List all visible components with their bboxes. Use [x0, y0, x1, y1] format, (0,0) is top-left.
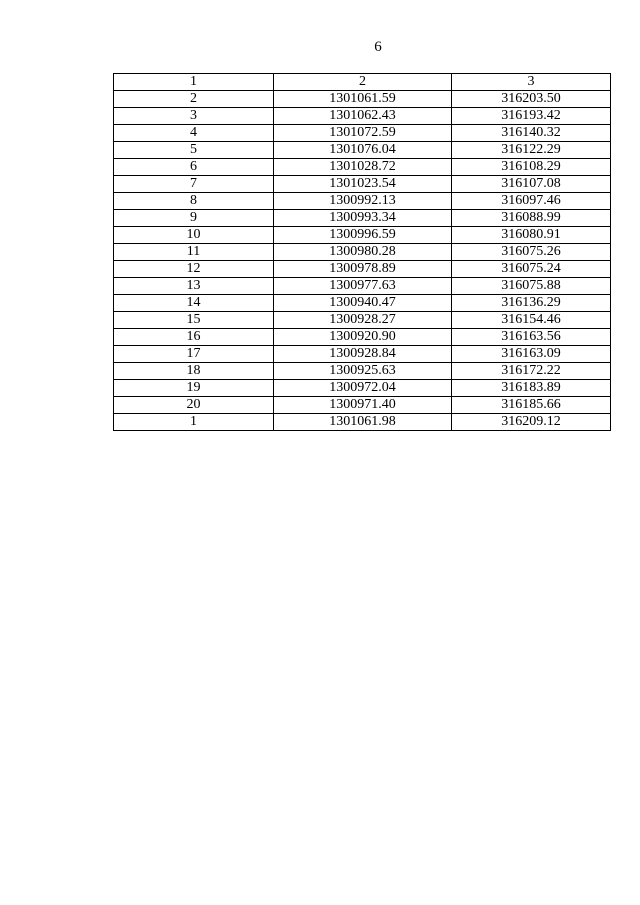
table-row: [114, 142, 611, 159]
table-row: [114, 380, 611, 397]
table-row: [114, 91, 611, 108]
y-coordinate-cell: 316172.22: [452, 363, 611, 380]
y-coordinate-cell: 316122.29: [452, 142, 611, 159]
point-number-cell: 9: [114, 210, 274, 227]
y-coordinate-cell: 316203.50: [452, 91, 611, 108]
point-number-cell: 18: [114, 363, 274, 380]
x-coordinate-cell: 1301061.98: [274, 414, 452, 431]
point-number-cell: 12: [114, 261, 274, 278]
table-row: [114, 244, 611, 261]
point-number-cell: 1: [114, 414, 274, 431]
point-number-cell: 17: [114, 346, 274, 363]
header-cell-point: 1: [114, 74, 274, 91]
x-coordinate-cell: 1300992.13: [274, 193, 452, 210]
coordinates-table: [113, 73, 611, 431]
table-row: [114, 210, 611, 227]
x-coordinate-cell: 1300940.47: [274, 295, 452, 312]
x-coordinate-cell: 1300928.27: [274, 312, 452, 329]
y-coordinate-cell: 316163.56: [452, 329, 611, 346]
point-number-cell: 10: [114, 227, 274, 244]
x-coordinate-cell: 1300972.04: [274, 380, 452, 397]
x-coordinate-cell: 1301072.59: [274, 125, 452, 142]
point-number-cell: 3: [114, 108, 274, 125]
y-coordinate-cell: 316107.08: [452, 176, 611, 193]
point-number-cell: 8: [114, 193, 274, 210]
y-coordinate-cell: 316193.42: [452, 108, 611, 125]
table-body: [114, 74, 611, 431]
point-number-cell: 2: [114, 91, 274, 108]
table-row: [114, 346, 611, 363]
header-cell-x: 2: [274, 74, 452, 91]
table-row: [114, 108, 611, 125]
point-number-cell: 5: [114, 142, 274, 159]
table-row: [114, 312, 611, 329]
y-coordinate-cell: 316185.66: [452, 397, 611, 414]
table-row: [114, 414, 611, 431]
table-row: [114, 125, 611, 142]
point-number-cell: 15: [114, 312, 274, 329]
y-coordinate-cell: 316140.32: [452, 125, 611, 142]
point-number-cell: 13: [114, 278, 274, 295]
table-row: [114, 278, 611, 295]
table-row: [114, 295, 611, 312]
table-row: [114, 329, 611, 346]
table-row: [114, 397, 611, 414]
y-coordinate-cell: 316108.29: [452, 159, 611, 176]
header-cell-y: 3: [452, 74, 611, 91]
page-number: 6: [374, 39, 382, 55]
table-header-row: [114, 74, 611, 91]
point-number-cell: 4: [114, 125, 274, 142]
table-row: [114, 227, 611, 244]
x-coordinate-cell: 1301076.04: [274, 142, 452, 159]
point-number-cell: 19: [114, 380, 274, 397]
table-row: [114, 159, 611, 176]
x-coordinate-cell: 1301061.59: [274, 91, 452, 108]
x-coordinate-cell: 1300996.59: [274, 227, 452, 244]
x-coordinate-cell: 1300971.40: [274, 397, 452, 414]
y-coordinate-cell: 316183.89: [452, 380, 611, 397]
point-number-cell: 16: [114, 329, 274, 346]
y-coordinate-cell: 316154.46: [452, 312, 611, 329]
x-coordinate-cell: 1300980.28: [274, 244, 452, 261]
x-coordinate-cell: 1300920.90: [274, 329, 452, 346]
point-number-cell: 20: [114, 397, 274, 414]
y-coordinate-cell: 316075.88: [452, 278, 611, 295]
y-coordinate-cell: 316075.26: [452, 244, 611, 261]
x-coordinate-cell: 1300993.34: [274, 210, 452, 227]
table-row: [114, 363, 611, 380]
x-coordinate-cell: 1300925.63: [274, 363, 452, 380]
point-number-cell: 11: [114, 244, 274, 261]
point-number-cell: 14: [114, 295, 274, 312]
x-coordinate-cell: 1301028.72: [274, 159, 452, 176]
point-number-cell: 7: [114, 176, 274, 193]
table-row: [114, 176, 611, 193]
y-coordinate-cell: 316136.29: [452, 295, 611, 312]
y-coordinate-cell: 316209.12: [452, 414, 611, 431]
y-coordinate-cell: 316075.24: [452, 261, 611, 278]
y-coordinate-cell: 316088.99: [452, 210, 611, 227]
y-coordinate-cell: 316080.91: [452, 227, 611, 244]
y-coordinate-cell: 316163.09: [452, 346, 611, 363]
table-row: [114, 193, 611, 210]
point-number-cell: 6: [114, 159, 274, 176]
x-coordinate-cell: 1300977.63: [274, 278, 452, 295]
x-coordinate-cell: 1300928.84: [274, 346, 452, 363]
x-coordinate-cell: 1301062.43: [274, 108, 452, 125]
table-row: [114, 261, 611, 278]
x-coordinate-cell: 1300978.89: [274, 261, 452, 278]
x-coordinate-cell: 1301023.54: [274, 176, 452, 193]
y-coordinate-cell: 316097.46: [452, 193, 611, 210]
